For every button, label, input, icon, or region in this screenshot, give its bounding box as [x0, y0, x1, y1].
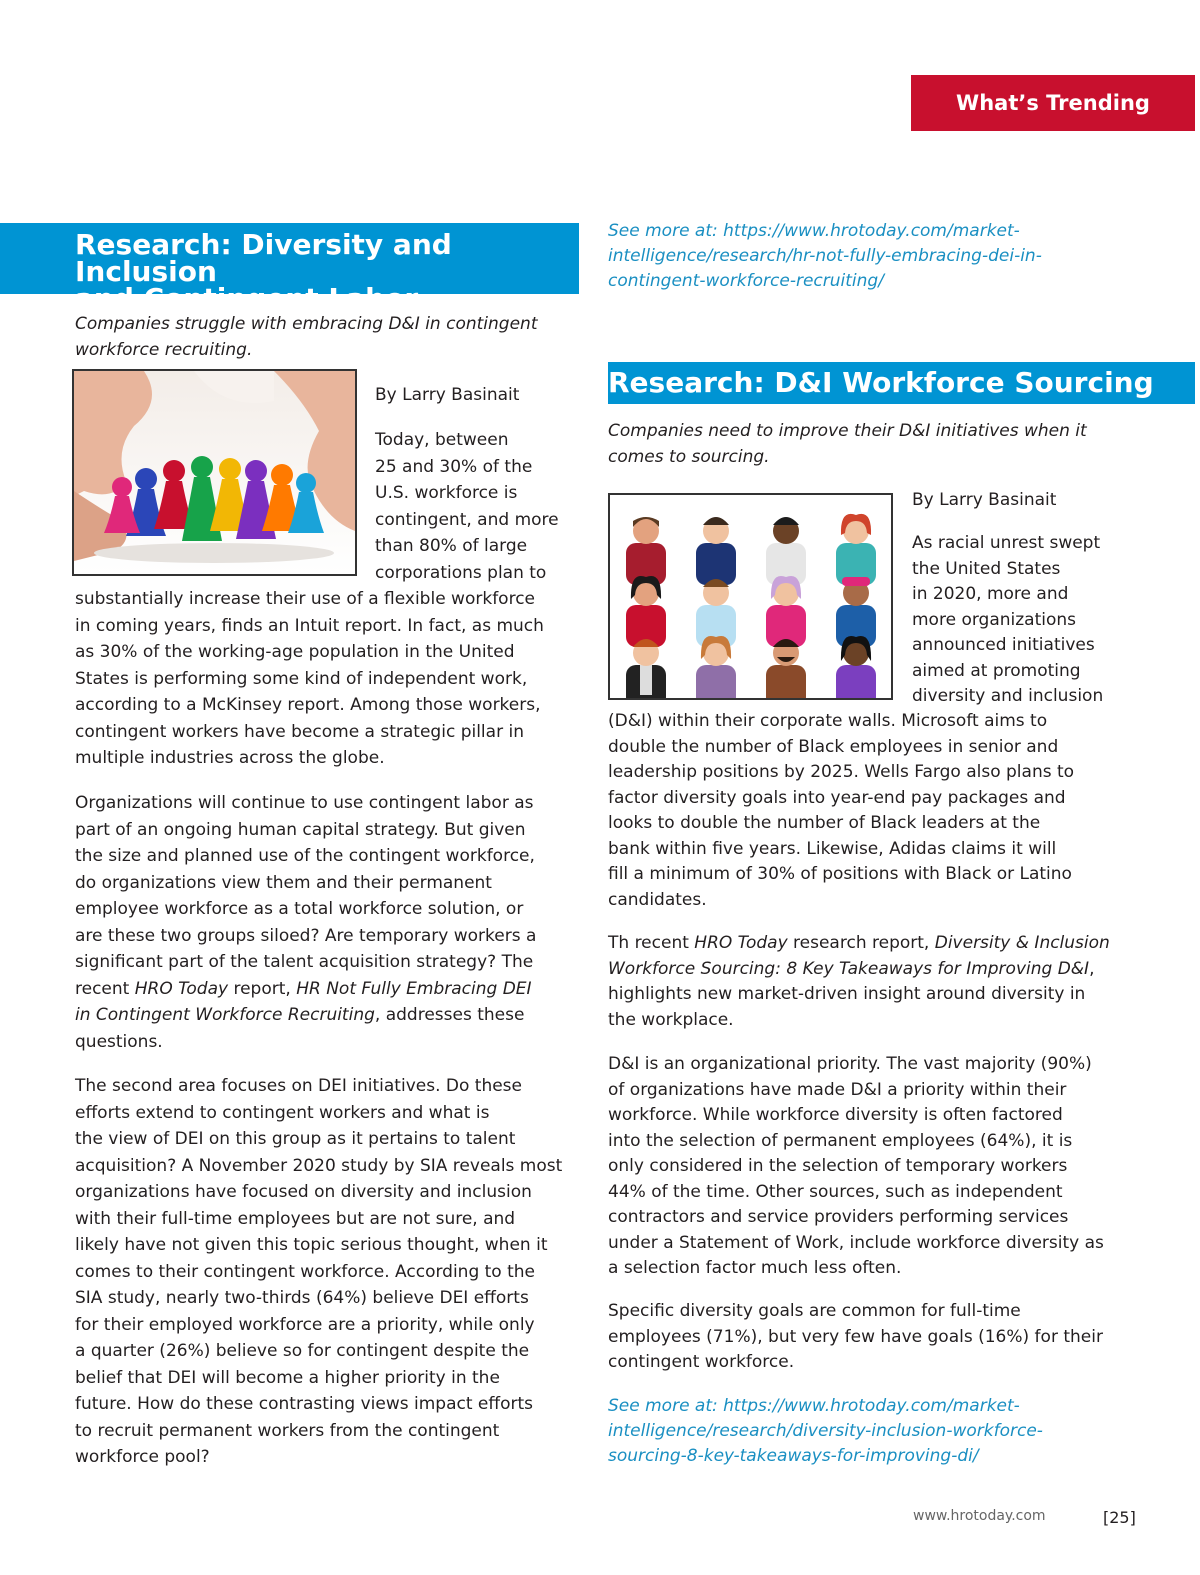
article1-photo-pawns [72, 369, 357, 576]
text-line: contingent, and more [375, 509, 559, 530]
text-line: employees (71%), but very few have goals (16%) for their [608, 1326, 1103, 1347]
article1-paragraph2 [75, 790, 580, 1055]
report-title: in Contingent Workforce Recruiting [75, 1005, 375, 1025]
text-line: Today, between [375, 430, 509, 450]
section-tag: What’s Trending [911, 75, 1195, 131]
text-line: aimed at promoting [912, 660, 1081, 681]
article1-wrap-text [375, 427, 575, 586]
publication-name: HRO Today [134, 978, 229, 999]
article1-deck [75, 311, 537, 363]
text-line: D&I is an organizational priority. The vast majority (90%) [608, 1054, 1092, 1074]
article1-paragraph3 [75, 1073, 585, 1471]
text-line: corporations plan to [375, 562, 547, 583]
text-line: Organizations will continue to use contingent labor as [75, 793, 534, 813]
text-line: as 30% of the working-age population in the United [75, 642, 515, 662]
text-line: do organizations view them and their permanent [75, 872, 492, 893]
text-line: contractors and service providers performing services [608, 1207, 1069, 1227]
text-line: acquisition? A November 2020 study by SIA reveals most [75, 1155, 563, 1176]
article2-paragraph2 [608, 931, 1168, 1033]
publication-name: HRO Today [694, 933, 788, 953]
text-line: for their employed workforce are a priority, while only [75, 1314, 535, 1335]
text-run: Th recent [608, 933, 695, 953]
text-line: than 80% of large [375, 536, 528, 556]
text-line [608, 957, 1168, 983]
report-title: Diversity & Inclusion [934, 933, 1110, 953]
text-line: efforts extend to contingent workers and what is [75, 1102, 490, 1123]
text-line: States is performing some kind of independent work, [75, 668, 528, 689]
text-line: bank within five years. Likewise, Adidas claims it will [608, 838, 1057, 859]
text-line: workforce. While workforce diversity is often factored [608, 1105, 1063, 1125]
text-line: highlights new market-driven insight around diversity in [608, 984, 1086, 1004]
text-line: substantially increase their use of a flexible workforce [75, 589, 536, 609]
article2-byline: By Larry Basinait [912, 490, 1057, 510]
text-line [75, 976, 580, 1003]
text-line: under a Statement of Work, include workforce diversity as [608, 1232, 1104, 1253]
text-line: significant part of the talent acquisition strategy? The [75, 952, 534, 972]
deck-line: Companies struggle with embracing D&I in contingent [75, 314, 538, 334]
person-icon [626, 514, 876, 698]
text-line: As racial unrest swept [912, 533, 1101, 553]
page-number: [25] [1103, 1508, 1136, 1527]
link-line[interactable]: intelligence/research/hr-not-fully-embracing-dei-in- [608, 246, 1042, 266]
link-line[interactable]: intelligence/research/diversity-inclusion-workforce- [608, 1421, 1043, 1441]
report-title: HR Not Fully Embracing DEI [296, 978, 532, 999]
text-line [608, 931, 1168, 957]
text-line: likely have not given this topic serious thought, when it [75, 1235, 548, 1255]
text-line: fill a minimum of 30% of positions with Black or Latino [608, 864, 1072, 884]
text-run: research report, [787, 933, 935, 953]
article1-paragraph1 [75, 586, 580, 772]
text-line: belief that DEI will become a higher priority in the [75, 1367, 500, 1388]
article2-wrap-text [912, 531, 1142, 710]
text-line: into the selection of permanent employees (64%), it is [608, 1130, 1073, 1151]
text-line: multiple industries across the globe. [75, 748, 385, 768]
text-line: in 2020, more and [912, 584, 1069, 604]
pawns-illustration [74, 371, 355, 574]
text-line: diversity and inclusion [912, 686, 1104, 706]
text-line: are these two groups siloed? Are temporary workers a [75, 925, 537, 946]
text-run: report, [228, 978, 297, 999]
link-line[interactable]: sourcing-8-key-takeaways-for-improving-di/ [608, 1446, 979, 1466]
text-line: 25 and 30% of the [375, 456, 533, 477]
text-line: the view of DEI on this group as it pertains to talent [75, 1129, 516, 1149]
article1-byline: By Larry Basinait [375, 385, 520, 405]
text-line: looks to double the number of Black leaders at the [608, 813, 1041, 833]
text-line: part of an ongoing human capital strategy. But given [75, 819, 526, 840]
text-run: , addresses these [374, 1005, 525, 1025]
text-line: only considered in the selection of temporary workers [608, 1156, 1068, 1176]
text-line [75, 1002, 580, 1029]
text-line: factor diversity goals into year-end pay packages and [608, 787, 1066, 808]
text-line: a quarter (26%) believe so for contingent despite the [75, 1341, 530, 1361]
text-line: double the number of Black employees in senior and [608, 736, 1059, 757]
people-illustration [610, 495, 891, 698]
text-line: Specific diversity goals are common for full-time [608, 1301, 1021, 1321]
link-line[interactable]: See more at: https://www.hrotoday.com/market- [608, 221, 1020, 241]
link-line[interactable]: See more at: https://www.hrotoday.com/market- [608, 1396, 1020, 1416]
text-run: , [1089, 958, 1095, 979]
text-line: according to a McKinsey report. Among those workers, [75, 695, 541, 715]
article1-title [75, 228, 575, 315]
link-line[interactable]: contingent-workforce-recruiting/ [608, 271, 884, 291]
text-line: questions. [75, 1031, 163, 1052]
text-line: organizations have focused on diversity and inclusion [75, 1182, 532, 1202]
text-line: candidates. [608, 889, 707, 910]
text-line: of organizations have made D&I a priority within their [608, 1079, 1067, 1100]
text-line: (D&I) within their corporate walls. Microsoft aims to [608, 711, 1048, 731]
text-line: comes to their contingent workforce. According to the [75, 1261, 536, 1282]
text-line: contingent workforce. [608, 1352, 795, 1372]
text-line: the United States [912, 558, 1061, 579]
footer-website[interactable]: www.hrotoday.com [913, 1508, 1046, 1524]
article1-see-more-link[interactable] [608, 219, 1168, 294]
text-line: a selection factor much less often. [608, 1258, 902, 1278]
text-line: U.S. workforce is [375, 483, 518, 503]
article2-photo-people-grid [608, 493, 893, 700]
text-line: with their full-time employees but are not sure, and [75, 1208, 516, 1229]
text-line: the workplace. [608, 1009, 734, 1030]
article2-title: Research: D&I Workforce Sourcing [608, 366, 1154, 399]
text-line: workforce pool? [75, 1447, 210, 1467]
text-line: the size and planned use of the contingent workforce, [75, 846, 535, 866]
article1-title-line1: Research: Diversity and Inclusion [75, 228, 452, 288]
text-line: employee workforce as a total workforce solution, or [75, 899, 524, 919]
text-line: The second area focuses on DEI initiatives. Do these [75, 1076, 522, 1096]
deck-line: Companies need to improve their D&I initiatives when it [608, 421, 1087, 441]
article2-deck [608, 418, 1087, 470]
text-line: announced initiatives [912, 635, 1095, 655]
deck-line: comes to sourcing. [608, 447, 770, 467]
article2-see-more-link[interactable] [608, 1394, 1168, 1469]
text-line: SIA study, nearly two-thirds (64%) believe DEI efforts [75, 1288, 529, 1308]
text-run: recent [75, 978, 135, 999]
article1-title-line2: and Contingent Labor [75, 282, 419, 315]
text-line: leadership positions by 2025. Wells Fargo also plans to [608, 762, 1075, 782]
text-line: future. How do these contrasting views impact efforts [75, 1394, 533, 1414]
deck-line: workforce recruiting. [75, 340, 253, 360]
text-line: 44% of the time. Other sources, such as independent [608, 1181, 1063, 1202]
article2-paragraph4 [608, 1299, 1168, 1376]
text-line: contingent workers have become a strategic pillar in [75, 721, 524, 742]
text-line: more organizations [912, 609, 1076, 630]
article2-paragraph1 [608, 709, 1148, 913]
text-line: to recruit permanent workers from the contingent [75, 1420, 500, 1441]
report-title: Workforce Sourcing: 8 Key Takeaways for Improving D&I [608, 958, 1090, 979]
text-line: in coming years, finds an Intuit report. In fact, as much [75, 615, 544, 636]
article2-paragraph3 [608, 1052, 1168, 1282]
